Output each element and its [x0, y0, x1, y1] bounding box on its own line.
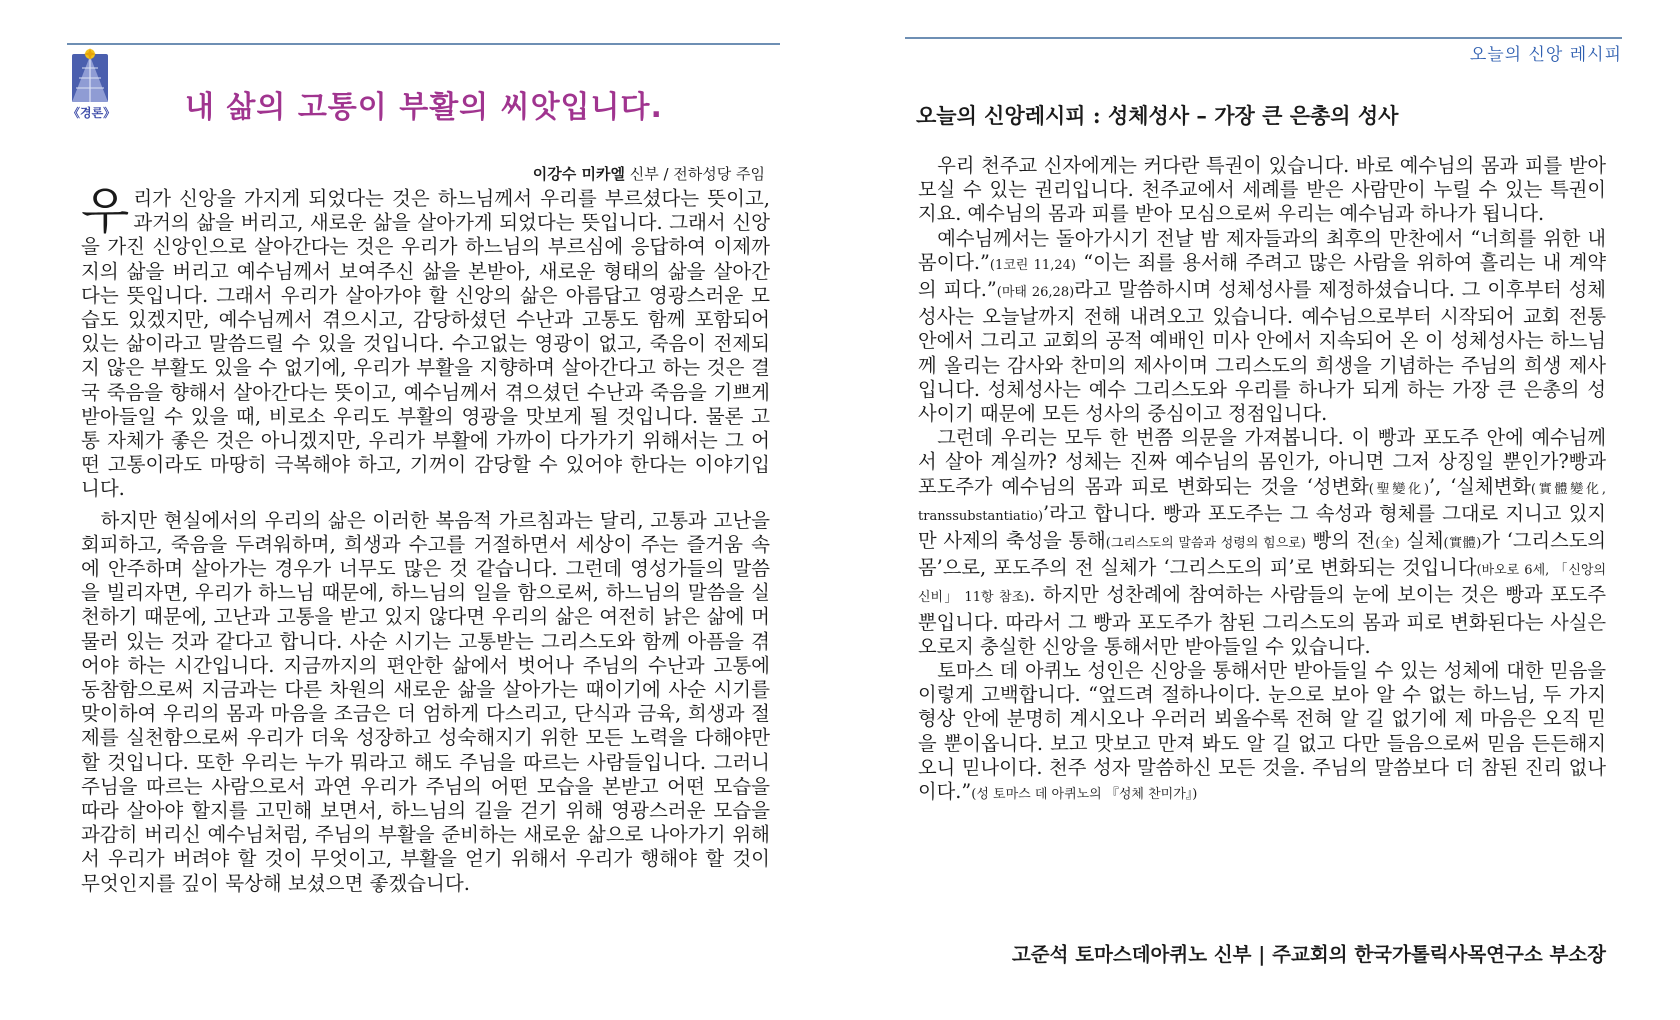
paragraph-2: 하지만 현실에서의 우리의 삶은 이러한 복음적 가르침과는 달리, 고통과 고난을 회피하고, 죽음을 두려워하며, 희생과 수고를 거절하면서 세상이 주는 즐거움 속에 안주하며 살아가는 경우가 너무도 많은 것 같습니다. 그런데 영성가들의 말씀을 빌리자면, 우리가 하느님 때문에, 하느님의 일을 함으로써, 하느님의 말씀을 실천하기 때문에, 고난과 고통을 받고 있지 않다면 우리의 삶은 여전히 낡은 삶에 머물러 있는 것과 같다고 합니다. 사순 시기는 고통받는 그리스도와 함께 아픔을 겪어야 하는 시간입니다. 지금까지의 편안한 삶에서 벗어나 주님의 수난과 고통에 동참함으로써 지금과는 다른 차원의 새로운 삶을 살아가는 때이기에 사순 시기를 맞이하여 우리의 몸과 마음을 조금은 더 엄하게 다스리고, 단식과 금육, 희생과 절제를 실천함으로써 우리가 더욱 성장하고 성숙해지기 위한 모든 노력을 다해야만 할 것입니다. 또한 우리는 누가 뭐라고 해도 주님을 따르는 사람들입니다. 그러니 주님을 따르는 사람으로서 과연 우리가 주님의 어떤 모습을 본받고 어떤 모습을 따라 살아야 할지를 고민해 보면서, 하느님의 길을 걷기 위해 영광스러운 모습을 과감히 버리신 예수님처럼, 주님의 부활을 준비하는 새로운 삶으로 나아가기 위해서 우리가 버려야 할 것이 무엇이고, 부활을 얻기 위해서 우리가 행해야 할 것이 무엇인지를 깊이 묵상해 보셨으면 좋겠습니다.: [81, 508, 770, 895]
author-name: 이강수 미카엘: [532, 165, 625, 183]
text-run: 빵의 전: [1305, 529, 1376, 553]
annotation: (聖變化): [1368, 481, 1430, 497]
text-run: 예수님께서는 돌아가시기 전날 밤 제자들과의 최후의 만찬에서 “너희를 위한 내 몸이다.”: [918, 226, 1606, 274]
paragraph-1-text: 리가 신앙을 가지게 되었다는 것은 하느님께서 우리를 부르셨다는 뜻이고, 과거의 삶을 버리고, 새로운 삶을 살아가게 되었다는 뜻입니다. 그래서 신앙을 가진 신앙인으로 살아간다는 것은 우리가 하느님의 부르심에 응답하여 이제까지의 삶을 버리고 예수님께서 보여주신 삶을 본받아, 새로운 형태의 삶을 살아간다는 뜻입니다. 그래서 우리가 살아가야 할 신앙의 삶은 아름답고 영광스러운 모습도 있겠지만, 예수님께서 겪으시고, 감당하셨던 수난과 고통도 함께 포함되어 있는 삶이라고 말씀드릴 수 있을 것입니다. 수고없는 영광이 없고, 죽음이 전제되지 않은 부활도 있을 수 없기에, 우리가 부활을 지향하며 살아간다고 하는 것은 결국 죽음을 향해서 살아간다는 뜻이고, 예수님께서 겪으셨던 수난과 죽음을 기쁘게 받아들일 수 있을 때, 비로소 우리도 부활의 영광을 맛보게 될 것입니다. 물론 고통 자체가 좋은 것은 아니겠지만, 우리가 부활에 가까이 다가가기 위해서는 그 어떤 고통이라도 마땅히 극복해야 하고, 기꺼이 감당할 수 있어야 한다는 이야기입니다.: [81, 187, 770, 501]
paragraph-3: [918, 426, 1606, 659]
text-run: . 하지만 성찬례에 참여하는 사람들의 눈에 보이는 것은 빵과 포도주뿐입니다. 따라서 그 빵과 포도주가 참된 그리스도의 몸과 피로 변화된다는 사실은 오로지 충실한 신앙을 통해서만 받아들일 수 있습니다.: [918, 583, 1607, 658]
logo-caption: 《경론》: [68, 106, 116, 120]
text-run: ’, ‘실체변화: [1429, 474, 1531, 498]
text-run: 실체: [1399, 529, 1444, 553]
text-run: ’라고 합니다. 빵과 포도주는 그 속성과 형체를 그대로 지니고 있지만 사제의 축성을 통해: [918, 501, 1606, 553]
text-run: 그런데 우리는 모두 한 번쯤 의문을 가져봅니다. 이 빵과 포도주 안에 예수님께서 살아 계실까? 성체는 진짜 예수님의 몸인가, 아니면 그저 상징일 뿐인가?빵과 포도주가 예수님의 몸과 피로 변화되는 것을 ‘성변화: [918, 426, 1606, 498]
paragraph-1: [81, 182, 770, 502]
article-body: [918, 154, 1606, 807]
author-role: 신부 / 전하성당 주임: [629, 165, 765, 183]
annotation: (성 토마스 데 아퀴노의 『성체 찬미가』): [971, 787, 1198, 803]
paragraph-1: 우리 천주교 신자에게는 커다란 특권이 있습니다. 바로 예수님의 몸과 피를 받아 모실 수 있는 권리입니다. 천주교에서 세례를 받은 사람만이 누릴 수 있는 특권이지요. 예수님의 몸과 피를 받아 모심으로써 우리는 예수님과 하나가 됩니다.: [918, 154, 1607, 226]
article-title: 오늘의 신앙레시피 : 성체성사 – 가장 큰 은총의 성사: [916, 103, 1399, 128]
section-header: 오늘의 신앙 레시피: [1469, 45, 1622, 65]
annotation: (바오로 6세, 「신앙의 신비」 11항 참조): [918, 563, 1606, 606]
author-signature: 고준석 토마스데아퀴노 신부 | 주교회의 한국가톨릭사목연구소 부소장: [1011, 943, 1606, 966]
paragraph-2: [918, 227, 1606, 427]
annotation: (그리스도의 말씀과 성령의 힘으로): [1105, 536, 1306, 552]
top-rule: [905, 37, 1622, 39]
parish-logo-icon: [68, 48, 116, 120]
page-title: 내 삶의 고통이 부활의 씨앗입니다.: [185, 90, 663, 125]
text-run: “이는 죄를 용서해 주려고 많은 사람을 위하여 흘리는 내 계약의 피다.”: [918, 250, 1606, 302]
text-run: 라고 말씀하시며 성체성사를 제정하셨습니다. 그 이후부터 성체성사는 오늘날까지 전해 내려오고 있습니다. 예수님으로부터 시작되어 교회 전통 안에서 그리고 교회의 공적 예배인 미사 안에서 지속되어 온 이 성체성사는 하느님께 올리는 감사와 찬미의 제사이며 그리스도의 희생을 기념하는 주님의 희생 제사입니다. 성체성사는 예수 그리스도와 우리를 하나가 되게 하는 가장 큰 은총의 성사이기 때문에 모든 성사의 중심이고 정점입니다.: [918, 278, 1607, 426]
article-body: [81, 182, 770, 896]
top-rule: [67, 43, 780, 45]
annotation: (實體變化, transsubstantiatio): [918, 481, 1606, 524]
bible-reference: (마태 26,28): [996, 285, 1075, 301]
right-page: [840, 0, 1680, 1020]
byline: [340, 163, 765, 184]
text-run: 가 ‘그리스도의 몸’으로, 포도주의 전 실체가 ‘그리스도의 피’로 변화되는 것입니다: [918, 529, 1606, 580]
drop-cap: 우: [81, 182, 130, 240]
annotation: (全): [1375, 536, 1400, 552]
paragraph-4: [918, 659, 1606, 807]
text-run: 토마스 데 아퀴노 성인은 신앙을 통해서만 받아들일 수 있는 성체에 대한 믿음을 이렇게 고백합니다. “엎드려 절하나이다. 눈으로 보아 알 수 없는 하느님, 두 가지 형상 안에 분명히 계시오나 우러러 뵈올수록 전혀 알 길 없기에 제 마음은 오직 믿을 뿐이옵니다. 보고 맛보고 만져 봐도 알 길 없고 다만 들음으로써 믿음 든든해지오니 믿나이다. 천주 성자 말씀하신 모든 것을. 주님의 말씀보다 더 참된 진리 없나이다.”: [918, 659, 1606, 804]
annotation: (實體): [1443, 536, 1482, 552]
bible-reference: (1코린 11,24): [989, 257, 1076, 273]
